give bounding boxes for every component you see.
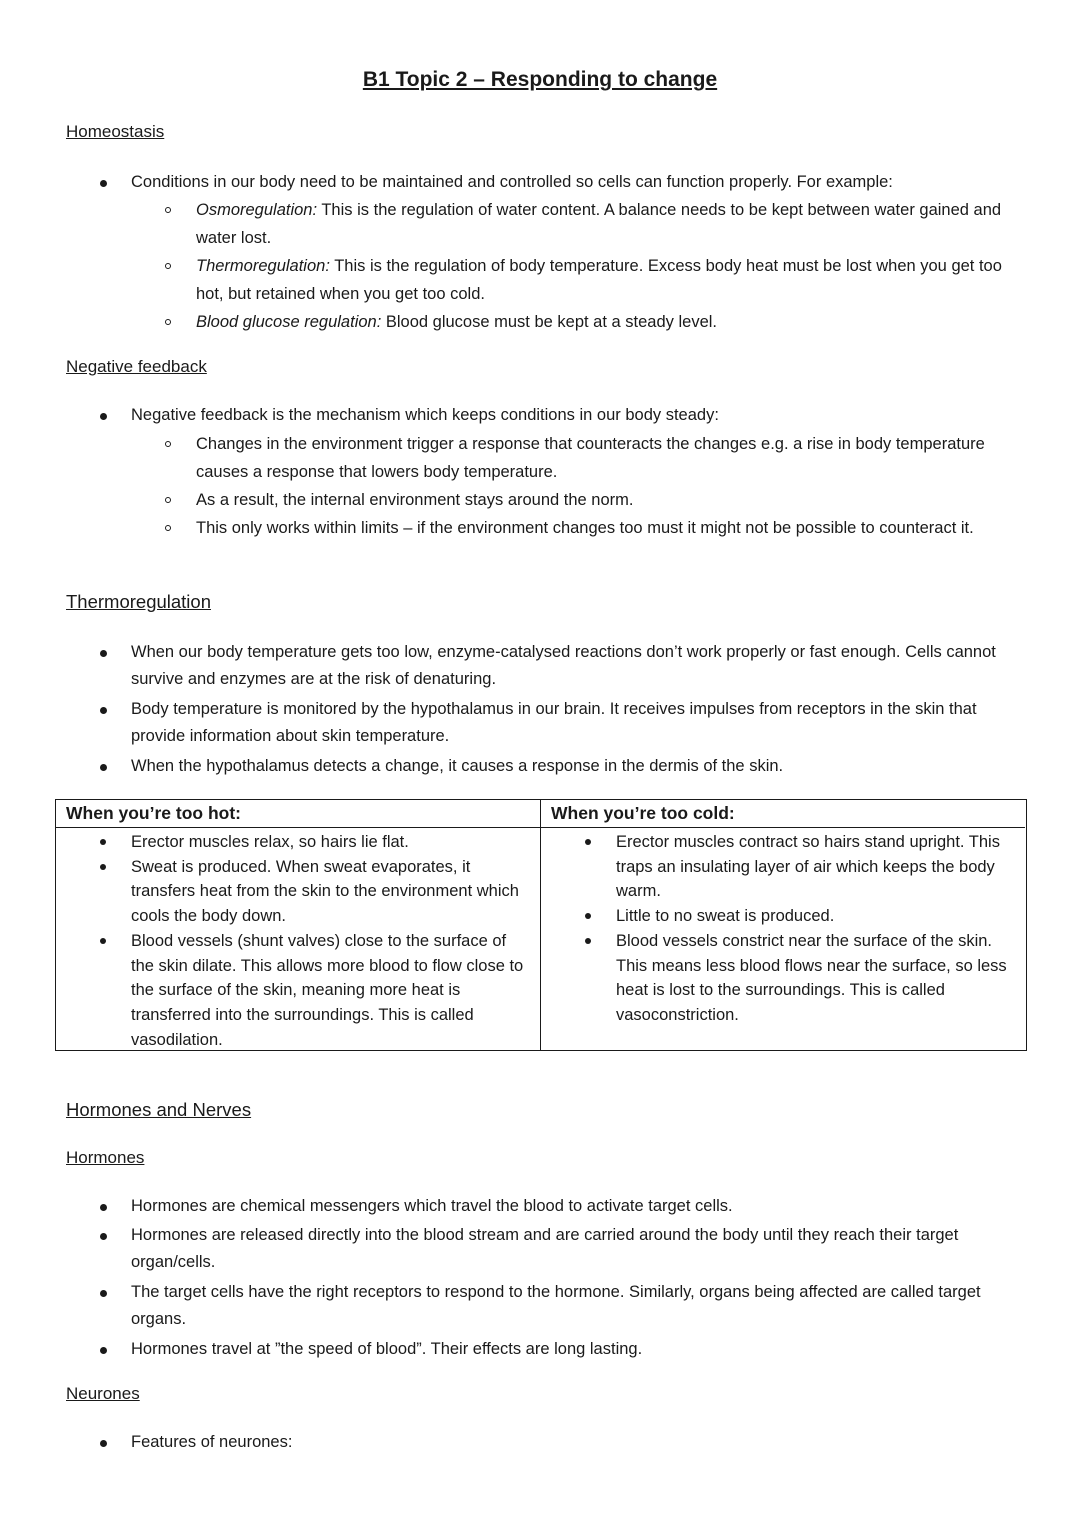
homeostasis-item-thermoregulation: Thermoregulation: This is the regulation of body temperature. Excess body heat must be lost when you get too hot, but retained when you get too cold. <box>196 252 1016 308</box>
hormones-item: Hormones are released directly into the blood stream and are carried around the body until they reach their target organ/cells. <box>131 1222 1021 1276</box>
too-hot-item: Blood vessels (shunt valves) close to the surface of the skin dilate. This allows more blood to flow close to the surface of the skin, meaning more heat is transferred into the surroundings. This is called vasodilation. <box>56 929 540 1053</box>
too-cold-item: Little to no sweat is produced. <box>541 904 1025 929</box>
negative-feedback-heading: Negative feedback <box>66 357 207 376</box>
thermoregulation-item: When our body temperature gets too low, enzyme-catalysed reactions don’t work properly or fast enough. Cells cannot survive and enzymes are at the risk of denaturing. <box>131 639 1021 693</box>
too-cold-heading: When you’re too cold: <box>541 800 1025 828</box>
homeostasis-item-blood-glucose: Blood glucose regulation: Blood glucose must be kept at a steady level. <box>196 308 1016 336</box>
negative-feedback-item: As a result, the internal environment stays around the norm. <box>196 486 1016 514</box>
too-cold-column <box>541 800 1025 1050</box>
negative-feedback-intro: Negative feedback is the mechanism which keeps conditions in our body steady: <box>131 402 1021 429</box>
too-hot-heading: When you’re too hot: <box>56 800 540 828</box>
too-cold-item: Erector muscles contract so hairs stand upright. This traps an insulating layer of air which keeps the body warm. <box>541 830 1025 904</box>
neurones-item: Features of neurones: <box>131 1429 1021 1456</box>
homeostasis-item-osmoregulation: Osmoregulation: This is the regulation of water content. A balance needs to be kept between water gained and water lost. <box>196 196 1016 252</box>
hormones-item: The target cells have the right receptors to respond to the hormone. Similarly, organs being affected are called target organs. <box>131 1279 1021 1333</box>
negative-feedback-item: This only works within limits – if the environment changes too must it might not be possible to counteract it. <box>196 514 1016 542</box>
thermoregulation-item: When the hypothalamus detects a change, it causes a response in the dermis of the skin. <box>131 753 1021 780</box>
too-cold-item: Blood vessels constrict near the surface of the skin. This means less blood flows near the surface, so less heat is lost to the surroundings. This is called vasoconstriction. <box>541 929 1025 1028</box>
hormones-item: Hormones travel at ”the speed of blood”. Their effects are long lasting. <box>131 1336 1021 1363</box>
thermoregulation-item: Body temperature is monitored by the hypothalamus in our brain. It receives impulses from receptors in the skin that provide information about skin temperature. <box>131 696 1021 750</box>
homeostasis-intro: Conditions in our body need to be maintained and controlled so cells can function properly. For example: <box>131 169 1021 196</box>
thermoregulation-heading: Thermoregulation <box>66 591 211 612</box>
hormones-item: Hormones are chemical messengers which travel the blood to activate target cells. <box>131 1193 1021 1220</box>
page-title: B1 Topic 2 – Responding to change <box>362 68 718 91</box>
homeostasis-heading: Homeostasis <box>66 122 165 141</box>
too-hot-item: Sweat is produced. When sweat evaporates, it transfers heat from the skin to the environment which cools the body down. <box>56 855 540 929</box>
too-cold-list <box>541 828 1025 1028</box>
neurones-heading: Neurones <box>66 1384 140 1403</box>
negative-feedback-item: Changes in the environment trigger a response that counteracts the changes e.g. a rise in body temperature causes a response that lowers body temperature. <box>196 430 1016 486</box>
too-hot-column <box>56 800 541 1050</box>
hormones-and-nerves-heading: Hormones and Nerves <box>66 1099 252 1120</box>
hot-cold-table <box>55 799 1027 1051</box>
too-hot-item: Erector muscles relax, so hairs lie flat. <box>56 830 540 855</box>
hormones-heading: Hormones <box>66 1148 145 1167</box>
too-hot-list <box>56 828 540 1052</box>
